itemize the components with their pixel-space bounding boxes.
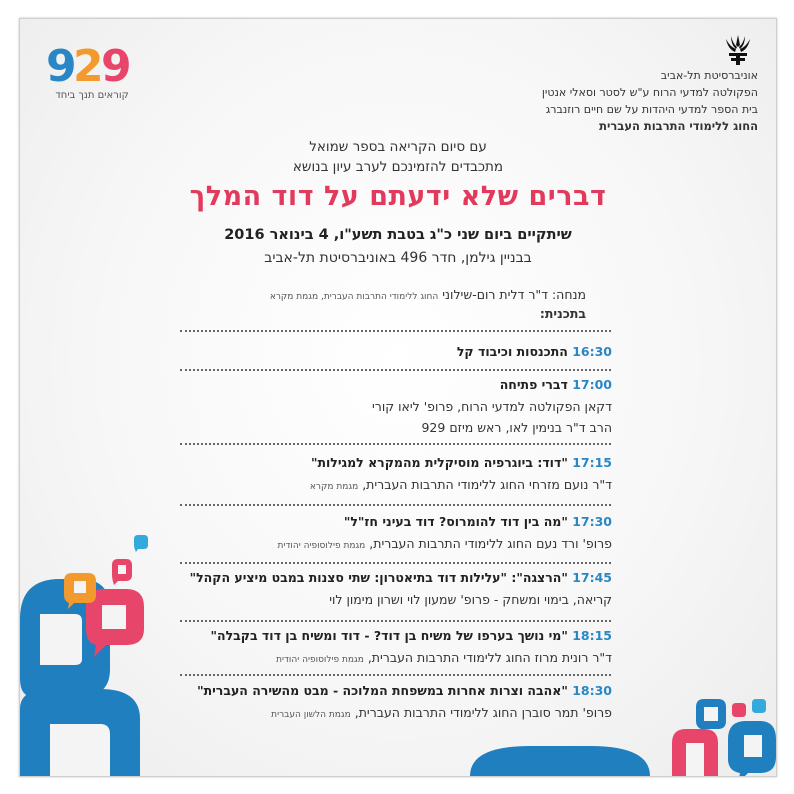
- item-time: 17:15: [572, 455, 612, 470]
- speaker-affiliation: מגמת מקרא: [309, 482, 359, 492]
- program-item: [180, 514, 612, 557]
- moderator-affiliation: החוג ללימודי התרבות העברית, מגמת מקרא: [269, 292, 439, 302]
- svg-text:2: 2: [73, 41, 101, 87]
- speaker-affiliation: מגמת פילוסופיה יהודית: [276, 655, 364, 665]
- divider: [180, 369, 611, 371]
- event-title: דברים שלא ידעתם על דוד המלך: [189, 181, 607, 212]
- logo-tagline: קוראים תנך ביחד: [55, 90, 129, 101]
- item-title: "מה בין דוד להומרוס? דוד בעיני חז"ל": [343, 514, 568, 529]
- invitation-sheet: [19, 18, 777, 777]
- decorative-arc-icon: [470, 744, 650, 776]
- item-time: 17:00: [572, 377, 612, 392]
- program-item: [180, 683, 612, 726]
- svg-text:9: 9: [46, 41, 74, 87]
- intro-line-1: עם סיום הקריאה בספר שמואל: [309, 139, 487, 155]
- item-time: 18:30: [572, 683, 612, 698]
- institution-line-4: החוג ללימודי התרבות העברית: [599, 119, 758, 133]
- moderator-label: מנחה: ד"ר דלית רום-שילוני: [442, 287, 586, 302]
- speaker-line: ד"ר נועם מזרחי החוג ללימודי התרבות העברית,: [362, 477, 612, 492]
- divider: [180, 330, 611, 332]
- item-title: "אהבה וצרות אחרות במשפחת המלוכה - מבט מהשירה העברית": [197, 683, 568, 698]
- intro-line-2: מתכבדים להזמינכם לערב עיון בנושא: [292, 159, 504, 175]
- item-title: דברי פתיחה: [499, 377, 568, 392]
- speaker-affiliation: מגמת הלשון העברית: [271, 710, 351, 720]
- divider: [180, 674, 611, 676]
- program-label: בתכנית:: [539, 306, 586, 321]
- program-item: [180, 570, 612, 610]
- speaker-line: דקאן הפקולטה למדעי הרוח, פרופ' ליאו קורי: [371, 399, 612, 414]
- event-location: בבניין גילמן, חדר 496 באוניברסיטת תל-אביב: [264, 250, 532, 266]
- institution-line-3: בית הספר למדעי היהדות על שם חיים רוזנברג: [545, 103, 758, 116]
- speaker-line: פרופ' ורד נעם החוג ללימודי התרבות העברית,: [369, 536, 612, 551]
- item-title: התכנסות וכיבוד קל: [456, 344, 568, 359]
- program-item: [180, 377, 612, 438]
- university-emblem-icon: [718, 33, 758, 67]
- institution-block: [542, 67, 758, 135]
- institution-line-1: אוניברסיטת תל-אביב: [660, 69, 758, 82]
- event-date: שיתקיים ביום שני כ"ג בטבת תשע"ו, 4 בינואר 2016: [224, 227, 572, 243]
- item-time: 18:15: [572, 628, 612, 643]
- divider: [180, 443, 611, 445]
- item-time: 16:30: [572, 344, 612, 359]
- decorative-bubbles-left-icon: [20, 519, 170, 776]
- speaker-line: פרופ' תמר סוברן החוג ללימודי התרבות העברית,: [354, 705, 612, 720]
- decorative-bubbles-right-icon: [648, 679, 776, 776]
- svg-text:9: 9: [101, 41, 129, 87]
- program-item: [180, 455, 612, 498]
- divider: [180, 504, 611, 506]
- program-item: [180, 344, 612, 359]
- speaker-line: קריאה, בימוי ומשחק - פרופ' שמעון לוי ושרון מימון לוי: [329, 592, 612, 607]
- item-time: 17:45: [572, 570, 612, 585]
- item-title: "מי נושך בערפו של משיח בן דוד? - דוד ומשיח בן דוד בקבלה": [210, 628, 568, 643]
- speaker-affiliation: מגמת פילוסופיה יהודית: [277, 541, 366, 551]
- item-title: "הרצגה": "עלילות דוד בתיאטרון: שתי סצנות במבט מיציע הקהל": [189, 570, 568, 585]
- 929-logo-icon: [46, 41, 136, 87]
- speaker-line: הרב ד"ר בנימין לאו, ראש מיזם 929: [421, 420, 612, 435]
- divider: [180, 562, 611, 564]
- speaker-line: ד"ר רונית מרוז החוג ללימודי התרבות העברית,: [367, 650, 612, 665]
- divider: [180, 620, 611, 622]
- item-time: 17:30: [572, 514, 612, 529]
- institution-line-2: הפקולטה למדעי הרוח ע"ש לסטר וסאלי אנטין: [541, 86, 758, 99]
- program-item: [180, 628, 612, 671]
- moderator: [206, 287, 586, 302]
- item-title: "דוד: ביוגרפיה מוסיקלית מהמקרא למגילות": [310, 455, 568, 470]
